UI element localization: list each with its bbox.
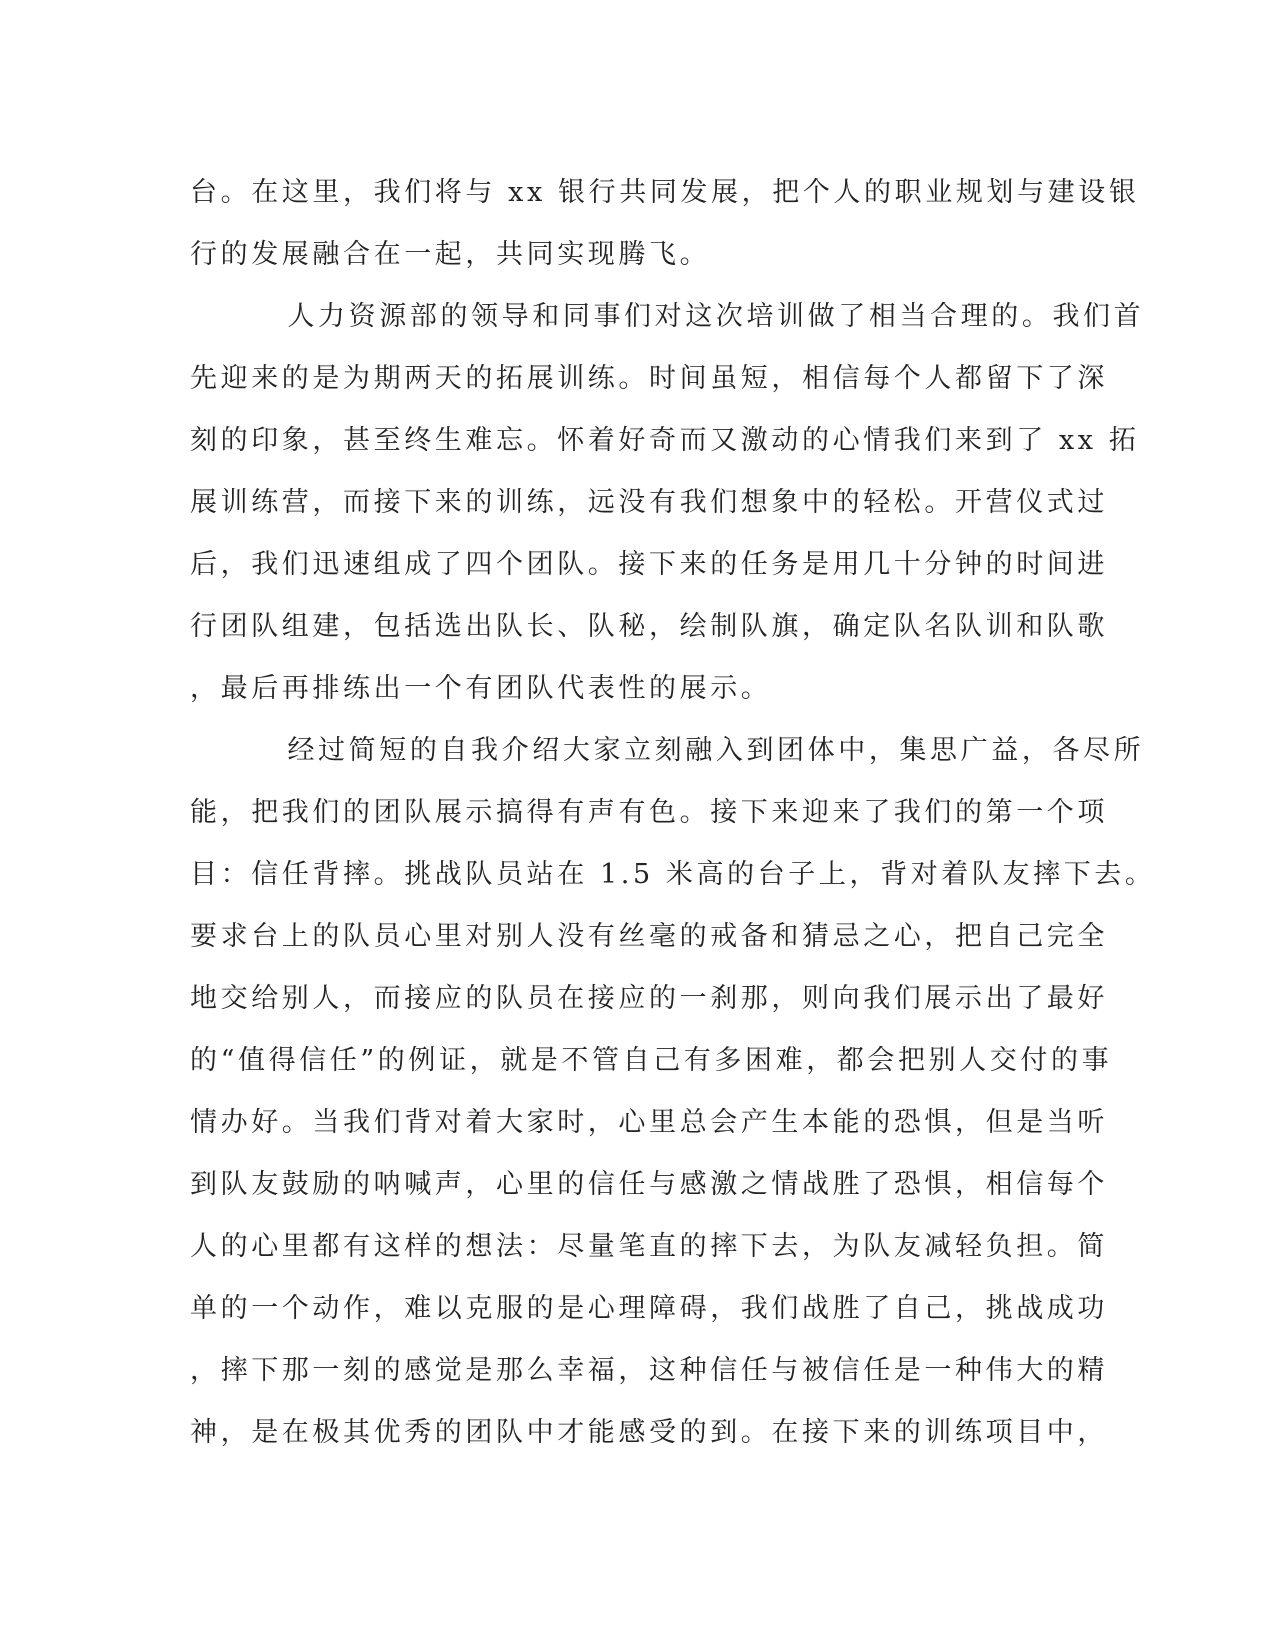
text-line: 能，把我们的团队展示搞得有声有色。接下来迎来了我们的第一个项 xyxy=(190,797,1108,828)
text-line: ，摔下那一刻的感觉是那么幸福，这种信任与被信任是一种伟大的精 xyxy=(190,1355,1108,1386)
text-line: 神，是在极其优秀的团队中才能感受的到。在接下来的训练项目中， xyxy=(190,1417,1108,1448)
text-line: 要求台上的队员心里对别人没有丝毫的戒备和猜忌之心，把自己完全 xyxy=(190,921,1108,952)
text-line: 刻的印象，甚至终生难忘。怀着好奇而又激动的心情我们来到了 xx 拓 xyxy=(190,425,1140,456)
text-line: 单的一个动作，难以克服的是心理障碍，我们战胜了自己，挑战成功 xyxy=(190,1293,1108,1324)
text-line: ，最后再排练出一个有团队代表性的展示。 xyxy=(190,673,772,704)
text-line: 人力资源部的领导和同事们对这次培训做了相当合理的。我们首 xyxy=(190,301,1145,332)
text-line: 目：信任背摔。挑战队员站在 1.5 米高的台子上，背对着队友摔下去。 xyxy=(190,859,1156,890)
text-line: 的“值得信任”的例证，就是不管自己有多困难，都会把别人交付的事 xyxy=(190,1045,1113,1076)
text-line: 到队友鼓励的呐喊声，心里的信任与感激之情战胜了恐惧，相信每个 xyxy=(190,1169,1108,1200)
text-line: 先迎来的是为期两天的拓展训练。时间虽短，相信每个人都留下了深 xyxy=(190,363,1108,394)
text-line: 情办好。当我们背对着大家时，心里总会产生本能的恐惧，但是当听 xyxy=(190,1107,1108,1138)
text-line: 经过简短的自我介绍大家立刻融入到团体中，集思广益，各尽所 xyxy=(190,735,1145,766)
text-line: 后，我们迅速组成了四个团队。接下来的任务是用几十分钟的时间进 xyxy=(190,549,1108,580)
document-body xyxy=(190,162,1156,1464)
text-line: 行团队组建，包括选出队长、队秘，绘制队旗，确定队名队训和队歌 xyxy=(190,611,1108,642)
text-line: 台。在这里，我们将与 xx 银行共同发展，把个人的职业规划与建设银 xyxy=(190,177,1140,208)
text-line: 展训练营，而接下来的训练，远没有我们想象中的轻松。开营仪式过 xyxy=(190,487,1108,518)
text-line: 行的发展融合在一起，共同实现腾飞。 xyxy=(190,239,711,270)
text-line: 地交给别人，而接应的队员在接应的一刹那，则向我们展示出了最好 xyxy=(190,983,1108,1014)
text-line: 人的心里都有这样的想法：尽量笔直的摔下去，为队友减轻负担。简 xyxy=(190,1231,1108,1262)
